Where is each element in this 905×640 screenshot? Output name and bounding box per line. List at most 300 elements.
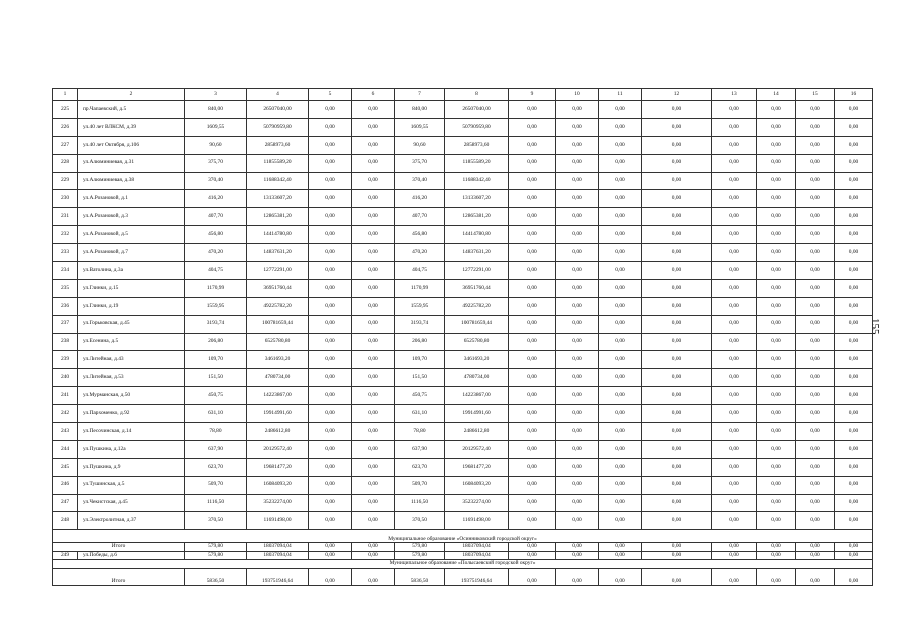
row-number: 225 <box>53 101 78 119</box>
table-row <box>53 440 873 458</box>
table-cell: 0,00 <box>509 101 556 119</box>
table-cell: 1609,55 <box>185 118 247 136</box>
table-cell: 0,00 <box>712 208 757 226</box>
table-cell: 0,00 <box>796 543 835 552</box>
table-cell: 0,00 <box>757 351 796 369</box>
table-cell: 0,00 <box>599 190 642 208</box>
table-cell: 450,75 <box>395 387 445 405</box>
table-cell: 0,00 <box>796 136 835 154</box>
table-cell: 0,00 <box>509 423 556 441</box>
table-cell: 0,00 <box>556 279 599 297</box>
table-cell: 0,00 <box>309 279 352 297</box>
table-cell: 370,50 <box>185 512 247 530</box>
table-cell: 0,00 <box>556 154 599 172</box>
table-cell: 0,00 <box>796 351 835 369</box>
table-cell: 18037094,04 <box>445 543 509 552</box>
table-cell: 0,00 <box>309 476 352 494</box>
column-header: 11 <box>599 89 642 101</box>
table-row <box>53 369 873 387</box>
table-cell: 0,00 <box>509 512 556 530</box>
table-cell: 18037094,04 <box>445 551 509 560</box>
table-cell: 0,00 <box>309 315 352 333</box>
row-number: 244 <box>53 440 78 458</box>
table-cell: 12865381,20 <box>445 208 509 226</box>
address-cell: ул.Пушкина, д.9 <box>78 458 185 476</box>
table-cell: 0,00 <box>642 387 712 405</box>
table-cell: 0,00 <box>757 315 796 333</box>
table-cell: 0,00 <box>796 190 835 208</box>
table-cell: 0,00 <box>757 568 796 585</box>
table-cell: 0,00 <box>352 172 395 190</box>
address-cell: ул.Тушинская, д.5 <box>78 476 185 494</box>
table-cell: 0,00 <box>352 440 395 458</box>
table-cell: 623,70 <box>185 458 247 476</box>
table-cell: 20129572,40 <box>445 440 509 458</box>
table-row <box>53 423 873 441</box>
table-cell: 19914991,60 <box>247 405 309 423</box>
address-cell: ул.Победы, д.6 <box>78 551 185 560</box>
table-cell: 0,00 <box>712 172 757 190</box>
table-cell: 0,00 <box>352 118 395 136</box>
table-cell: 0,00 <box>796 369 835 387</box>
table-cell: 0,00 <box>509 315 556 333</box>
table-cell: 0,00 <box>352 136 395 154</box>
table-cell: 0,00 <box>556 208 599 226</box>
table-cell: 0,00 <box>712 440 757 458</box>
address-cell: ул.Песочинская, д.14 <box>78 423 185 441</box>
table-cell: 0,00 <box>835 154 873 172</box>
table-cell: 0,00 <box>712 387 757 405</box>
table-cell: 416,20 <box>185 190 247 208</box>
table-cell: 0,00 <box>796 458 835 476</box>
table-cell: 0,00 <box>556 423 599 441</box>
address-cell: ул.Алюминиевая, д.38 <box>78 172 185 190</box>
table-cell: 0,00 <box>642 440 712 458</box>
table-cell: 0,00 <box>712 118 757 136</box>
table-cell: 2486612,80 <box>247 423 309 441</box>
table-cell: 0,00 <box>556 458 599 476</box>
table-cell: 19681477,20 <box>247 458 309 476</box>
table-cell: 470,20 <box>395 244 445 262</box>
row-number: 247 <box>53 494 78 512</box>
table-cell: 0,00 <box>556 315 599 333</box>
table-cell: 0,00 <box>309 369 352 387</box>
column-header: 3 <box>185 89 247 101</box>
table-cell: 0,00 <box>642 226 712 244</box>
housing-fund-table <box>52 88 873 586</box>
column-header: 13 <box>712 89 757 101</box>
row-number: 235 <box>53 279 78 297</box>
table-cell: 0,00 <box>556 405 599 423</box>
table-cell: 0,00 <box>642 351 712 369</box>
table-cell: 0,00 <box>835 315 873 333</box>
table-cell: 0,00 <box>509 494 556 512</box>
table-cell: 4780734,00 <box>247 369 309 387</box>
table-cell: 0,00 <box>309 208 352 226</box>
table-cell: 0,00 <box>556 297 599 315</box>
table-cell: 0,00 <box>757 369 796 387</box>
table-cell: 0,00 <box>757 208 796 226</box>
municipality-row <box>53 560 873 569</box>
table-cell: 0,00 <box>556 190 599 208</box>
table-cell: 631,10 <box>185 405 247 423</box>
table-cell: 1170,99 <box>395 279 445 297</box>
table-cell: 1116,50 <box>185 494 247 512</box>
table-cell: 404,75 <box>395 262 445 280</box>
table-cell: 0,00 <box>835 476 873 494</box>
table-cell: 0,00 <box>556 440 599 458</box>
row-number: 241 <box>53 387 78 405</box>
table-cell: 0,00 <box>509 387 556 405</box>
column-header: 6 <box>352 89 395 101</box>
table-cell: 14223867,00 <box>445 387 509 405</box>
table-cell: 0,00 <box>556 101 599 119</box>
row-number: 237 <box>53 315 78 333</box>
column-header: 9 <box>509 89 556 101</box>
table-cell: 0,00 <box>352 279 395 297</box>
table-cell: 0,00 <box>556 244 599 262</box>
table-cell: 0,00 <box>712 351 757 369</box>
table-cell: 0,00 <box>352 387 395 405</box>
table-cell: 0,00 <box>309 297 352 315</box>
column-header: 4 <box>247 89 309 101</box>
table-cell: 0,00 <box>757 458 796 476</box>
municipality-title: Муниципальное образование «Осинниковский городской округ» <box>53 530 873 543</box>
table-cell: 0,00 <box>556 136 599 154</box>
table-cell: 0,00 <box>599 333 642 351</box>
table-cell: 0,00 <box>352 244 395 262</box>
table-cell: 16084093,20 <box>247 476 309 494</box>
table-cell: 0,00 <box>599 369 642 387</box>
column-header: 10 <box>556 89 599 101</box>
table-cell: 1559,95 <box>395 297 445 315</box>
address-cell: ул.Электролитная, д.37 <box>78 512 185 530</box>
table-cell: 0,00 <box>352 494 395 512</box>
table-cell: 0,00 <box>309 405 352 423</box>
municipality-title: Муниципальное образование «Полысаевский городской округ» <box>53 560 873 569</box>
table-cell: 12865381,20 <box>247 208 309 226</box>
table-cell: 0,00 <box>796 279 835 297</box>
table-cell: 0,00 <box>309 154 352 172</box>
table-cell: 0,00 <box>352 405 395 423</box>
table-cell: 0,00 <box>309 458 352 476</box>
table-cell: 0,00 <box>757 494 796 512</box>
table-cell: 0,00 <box>309 262 352 280</box>
table-cell: 0,00 <box>556 568 599 585</box>
table-cell: 0,00 <box>835 512 873 530</box>
table-cell: 0,00 <box>835 118 873 136</box>
table-cell: 0,00 <box>599 512 642 530</box>
table-cell: 0,00 <box>599 226 642 244</box>
table-cell: 0,00 <box>642 190 712 208</box>
table-cell: 0,00 <box>352 190 395 208</box>
table-cell: 0,00 <box>712 333 757 351</box>
row-number: 227 <box>53 136 78 154</box>
table-cell: 78,80 <box>185 423 247 441</box>
table-cell: 0,00 <box>509 262 556 280</box>
column-header: 7 <box>395 89 445 101</box>
table-cell: 0,00 <box>642 101 712 119</box>
table-cell: 50790959,80 <box>247 118 309 136</box>
table-cell: 11855589,20 <box>445 154 509 172</box>
row-number: 242 <box>53 405 78 423</box>
table-cell: 0,00 <box>642 551 712 560</box>
table-cell: 0,00 <box>509 297 556 315</box>
table-cell: 0,00 <box>712 101 757 119</box>
table-cell: 637,90 <box>185 440 247 458</box>
table-cell: 0,00 <box>599 494 642 512</box>
table-row <box>53 279 873 297</box>
table-cell: 0,00 <box>642 118 712 136</box>
row-number: 243 <box>53 423 78 441</box>
table-cell: 375,70 <box>185 154 247 172</box>
table-cell: 0,00 <box>309 440 352 458</box>
table-cell: 0,00 <box>509 118 556 136</box>
table-cell: 0,00 <box>757 297 796 315</box>
table-cell: 151,50 <box>395 369 445 387</box>
total-label: Итого <box>53 568 185 585</box>
table-cell: 11691498,00 <box>247 512 309 530</box>
table-cell: 1609,55 <box>395 118 445 136</box>
table-cell: 579,80 <box>395 551 445 560</box>
table-cell: 4780734,00 <box>445 369 509 387</box>
address-cell: ул.Пушкина, д.12а <box>78 440 185 458</box>
table-cell: 0,00 <box>796 551 835 560</box>
table-cell: 11691498,00 <box>445 512 509 530</box>
table-cell: 0,00 <box>835 543 873 552</box>
table-cell: 0,00 <box>352 333 395 351</box>
table-cell: 0,00 <box>712 543 757 552</box>
address-cell: ул.Есенина, д.5 <box>78 333 185 351</box>
table-cell: 100781659,44 <box>247 315 309 333</box>
table-cell: 0,00 <box>757 423 796 441</box>
table-cell: 0,00 <box>599 458 642 476</box>
table-cell: 0,00 <box>352 543 395 552</box>
address-cell: ул.Глинки, д.19 <box>78 297 185 315</box>
table-cell: 0,00 <box>599 423 642 441</box>
table-cell: 0,00 <box>309 101 352 119</box>
table-cell: 0,00 <box>309 172 352 190</box>
table-cell: 0,00 <box>642 423 712 441</box>
table-cell: 0,00 <box>796 405 835 423</box>
table-cell: 19681477,20 <box>445 458 509 476</box>
table-cell: 0,00 <box>757 333 796 351</box>
table-cell: 0,00 <box>835 387 873 405</box>
row-number: 238 <box>53 333 78 351</box>
table-cell: 0,00 <box>309 118 352 136</box>
table-cell: 0,00 <box>712 494 757 512</box>
table-cell: 26507040,00 <box>445 101 509 119</box>
table-cell: 0,00 <box>796 494 835 512</box>
row-number: 234 <box>53 262 78 280</box>
table-cell: 11688342,40 <box>445 172 509 190</box>
table-cell: 0,00 <box>835 369 873 387</box>
table-cell: 0,00 <box>556 387 599 405</box>
table-cell: 1116,50 <box>395 494 445 512</box>
table-cell: 0,00 <box>835 136 873 154</box>
table-cell: 0,00 <box>556 494 599 512</box>
table-cell: 0,00 <box>796 387 835 405</box>
table-cell: 0,00 <box>556 226 599 244</box>
table-row <box>53 351 873 369</box>
table-row <box>53 118 873 136</box>
table-cell: 0,00 <box>796 568 835 585</box>
table-cell: 12772291,00 <box>445 262 509 280</box>
table-cell: 14223867,00 <box>247 387 309 405</box>
table-cell: 0,00 <box>352 568 395 585</box>
table-cell: 0,00 <box>757 405 796 423</box>
table-cell: 0,00 <box>642 369 712 387</box>
table-cell: 0,00 <box>599 297 642 315</box>
table-cell: 0,00 <box>556 172 599 190</box>
table-cell: 50790959,80 <box>445 118 509 136</box>
table-cell: 0,00 <box>556 351 599 369</box>
column-header: 1 <box>53 89 78 101</box>
table-cell: 1170,99 <box>185 279 247 297</box>
row-number: 245 <box>53 458 78 476</box>
table-cell: 0,00 <box>352 101 395 119</box>
table-row <box>53 262 873 280</box>
table-cell: 0,00 <box>352 297 395 315</box>
address-cell: ул.Мурманская, д.50 <box>78 387 185 405</box>
table-cell: 0,00 <box>642 244 712 262</box>
table-cell: 206,80 <box>185 333 247 351</box>
row-number: 230 <box>53 190 78 208</box>
table-cell: 0,00 <box>556 543 599 552</box>
table-cell: 35232274,00 <box>247 494 309 512</box>
table-cell: 0,00 <box>352 423 395 441</box>
table-cell: 0,00 <box>352 512 395 530</box>
table-cell: 0,00 <box>796 226 835 244</box>
column-header: 2 <box>78 89 185 101</box>
table-cell: 90,60 <box>185 136 247 154</box>
table-cell: 0,00 <box>309 512 352 530</box>
table-cell: 0,00 <box>796 440 835 458</box>
table-cell: 579,80 <box>395 543 445 552</box>
row-number: 239 <box>53 351 78 369</box>
table-cell: 0,00 <box>599 262 642 280</box>
total-row <box>53 568 873 585</box>
table-cell: 0,00 <box>509 279 556 297</box>
table-cell: 0,00 <box>599 543 642 552</box>
table-cell: 0,00 <box>757 190 796 208</box>
table-row <box>53 458 873 476</box>
table-cell: 14414780,80 <box>445 226 509 244</box>
table-cell: 0,00 <box>509 226 556 244</box>
header-row <box>53 89 873 101</box>
table-cell: 370,40 <box>395 172 445 190</box>
table-cell: 5836,50 <box>395 568 445 585</box>
address-cell: ул.Ватолина, д.3а <box>78 262 185 280</box>
table-cell: 0,00 <box>642 208 712 226</box>
table-cell: 370,50 <box>395 512 445 530</box>
table-cell: 0,00 <box>556 369 599 387</box>
table-cell: 0,00 <box>757 476 796 494</box>
table-cell: 0,00 <box>509 405 556 423</box>
table-cell: 637,90 <box>395 440 445 458</box>
table-cell: 416,20 <box>395 190 445 208</box>
table-cell: 0,00 <box>509 333 556 351</box>
column-header: 12 <box>642 89 712 101</box>
address-cell: ул.40 лет Октября, д.106 <box>78 136 185 154</box>
table-cell: 14837631,20 <box>445 244 509 262</box>
table-cell: 0,00 <box>835 458 873 476</box>
table-cell: 0,00 <box>599 172 642 190</box>
table-row <box>53 101 873 119</box>
table-cell: 0,00 <box>757 136 796 154</box>
table-cell: 0,00 <box>599 551 642 560</box>
table-cell: 840,00 <box>395 101 445 119</box>
table-cell: 3193,74 <box>185 315 247 333</box>
table-cell: 0,00 <box>642 333 712 351</box>
table-cell: 0,00 <box>599 244 642 262</box>
table-cell: 0,00 <box>599 208 642 226</box>
table-cell: 0,00 <box>712 405 757 423</box>
row-number: 233 <box>53 244 78 262</box>
table-cell: 0,00 <box>509 543 556 552</box>
column-header: 8 <box>445 89 509 101</box>
table-cell: 456,80 <box>185 226 247 244</box>
table-row <box>53 551 873 560</box>
table-cell: 16084093,20 <box>445 476 509 494</box>
table-cell: 0,00 <box>642 405 712 423</box>
table-cell: 0,00 <box>835 190 873 208</box>
table-cell: 0,00 <box>599 279 642 297</box>
table-cell: 13133607,20 <box>247 190 309 208</box>
table-cell: 0,00 <box>757 262 796 280</box>
column-header: 16 <box>835 89 873 101</box>
table-cell: 3461693,20 <box>247 351 309 369</box>
row-number: 248 <box>53 512 78 530</box>
table-cell: 1559,95 <box>185 297 247 315</box>
table-cell: 49225782,20 <box>445 297 509 315</box>
table-cell: 0,00 <box>712 136 757 154</box>
table-cell: 0,00 <box>835 440 873 458</box>
address-cell: ул.А.Розановой, д.5 <box>78 226 185 244</box>
table-cell: 0,00 <box>556 476 599 494</box>
table-cell: 0,00 <box>712 512 757 530</box>
table-cell: 0,00 <box>712 190 757 208</box>
table-cell: 0,00 <box>642 458 712 476</box>
address-cell: ул.Пархоменко, д.92 <box>78 405 185 423</box>
table-cell: 0,00 <box>556 551 599 560</box>
table-cell: 0,00 <box>509 208 556 226</box>
table-cell: 0,00 <box>309 226 352 244</box>
table-cell: 375,70 <box>395 154 445 172</box>
table-row <box>53 154 873 172</box>
table-cell: 840,00 <box>185 101 247 119</box>
table-cell: 0,00 <box>309 551 352 560</box>
table-cell: 579,80 <box>185 551 247 560</box>
table-cell: 0,00 <box>835 423 873 441</box>
table-row <box>53 512 873 530</box>
table-cell: 631,10 <box>395 405 445 423</box>
table-cell: 36951760,44 <box>445 279 509 297</box>
table-cell: 0,00 <box>599 476 642 494</box>
address-cell: пр.Чапаевский, д.5 <box>78 101 185 119</box>
table-cell: 0,00 <box>599 568 642 585</box>
table-cell: 0,00 <box>835 208 873 226</box>
table-cell: 0,00 <box>796 512 835 530</box>
table-cell: 6525780,80 <box>445 333 509 351</box>
table-cell: 0,00 <box>642 512 712 530</box>
address-cell: ул.А.Розановой, д.3 <box>78 208 185 226</box>
subtotal-row <box>53 543 873 552</box>
table-cell: 579,80 <box>185 543 247 552</box>
row-number: 232 <box>53 226 78 244</box>
table-cell: 0,00 <box>352 262 395 280</box>
address-cell: ул.Алюминиевая, д.31 <box>78 154 185 172</box>
